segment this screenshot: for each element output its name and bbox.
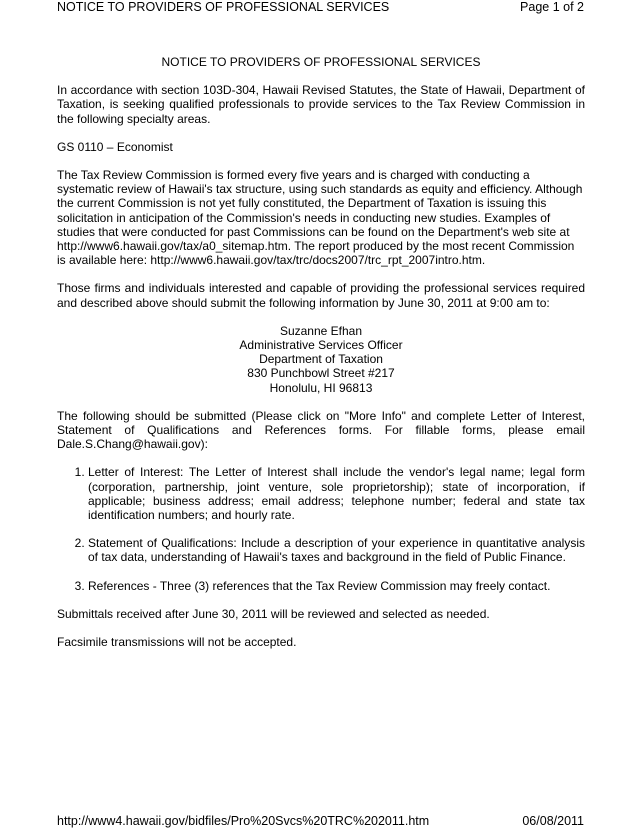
requirements-list bbox=[57, 465, 585, 592]
header-title: NOTICE TO PROVIDERS OF PROFESSIONAL SERVICES bbox=[57, 0, 390, 14]
list-item: 1. Letter of Interest: The Letter of Interest shall include the vendor's legal name; legal form (corporation, partnership, joint venture, sole proprietorship); state of incorporation, if applicable; business address; email address; telephone number; federal and state tax identification numbers; and hourly rate. bbox=[88, 465, 585, 522]
contact-department: Department of Taxation bbox=[259, 352, 383, 367]
contact-name: Suzanne Efhan bbox=[279, 323, 363, 338]
footer-url: http://www4.hawaii.gov/bidfiles/Pro%20Svcs%20TRC%202011.htm bbox=[57, 814, 430, 828]
contact-position: Administrative Services Officer bbox=[239, 338, 403, 353]
document-body bbox=[57, 55, 585, 663]
document-title: NOTICE TO PROVIDERS OF PROFESSIONAL SERVICES bbox=[161, 55, 481, 69]
contact-street: 830 Punchbowl Street #217 bbox=[247, 366, 395, 381]
footer-date: 06/08/2011 bbox=[522, 814, 584, 828]
intro-paragraph: In accordance with section 103D-304, Hawaii Revised Statutes, the State of Hawaii, Department of Taxation, is seeking qualified professionals to provide services to the Tax Review Commission in the following specialty areas. bbox=[57, 83, 585, 126]
specialty-line: GS 0110 – Economist bbox=[57, 139, 173, 154]
page-number: Page 1 of 2 bbox=[520, 0, 584, 14]
commission-paragraph: The Tax Review Commission is formed every five years and is charged with conducting a systematic review of Hawaii's tax structure, using such standards as equity and efficiency. Although the current Commission is not yet fully constituted, the Department of Taxation is issuing this solicitation in anticipation of the Commission's needs in conducting new studies. Examples of studies that were conducted for past Commissions can be found on the Department's web site at http://www6.hawaii.gov/tax/a0_sitemap.htm. The report produced by the most recent Commission is available here: http://www6.hawaii.gov/tax/trc/docs2007/trc_rpt_2007intro.htm. bbox=[57, 168, 583, 268]
late-submittal-note: Submittals received after June 30, 2011 will be reviewed and selected as needed. bbox=[57, 606, 490, 621]
submit-intro-paragraph: Those firms and individuals interested and capable of providing the professional services required and described above should submit the following information by June 30, 2011 at 9:00 am to: bbox=[57, 281, 585, 310]
contact-city: Honolulu, HI 96813 bbox=[269, 380, 373, 395]
list-item: 2. Statement of Qualifications: Include a description of your experience in quantitative analysis of tax data, understanding of Hawaii's taxes and background in the field of Public Finance. bbox=[88, 536, 585, 564]
fax-note: Facsimile transmissions will not be accepted. bbox=[57, 635, 297, 650]
submitted-intro-paragraph: The following should be submitted (Please click on "More Info" and complete Letter of Interest, Statement of Qualifications and References forms. For fillable forms, please email Dale.S.Chang@hawaii.gov): bbox=[57, 408, 585, 452]
contact-address bbox=[57, 324, 585, 395]
list-item: 3. References - Three (3) references that the Tax Review Commission may freely contact. bbox=[88, 579, 585, 593]
